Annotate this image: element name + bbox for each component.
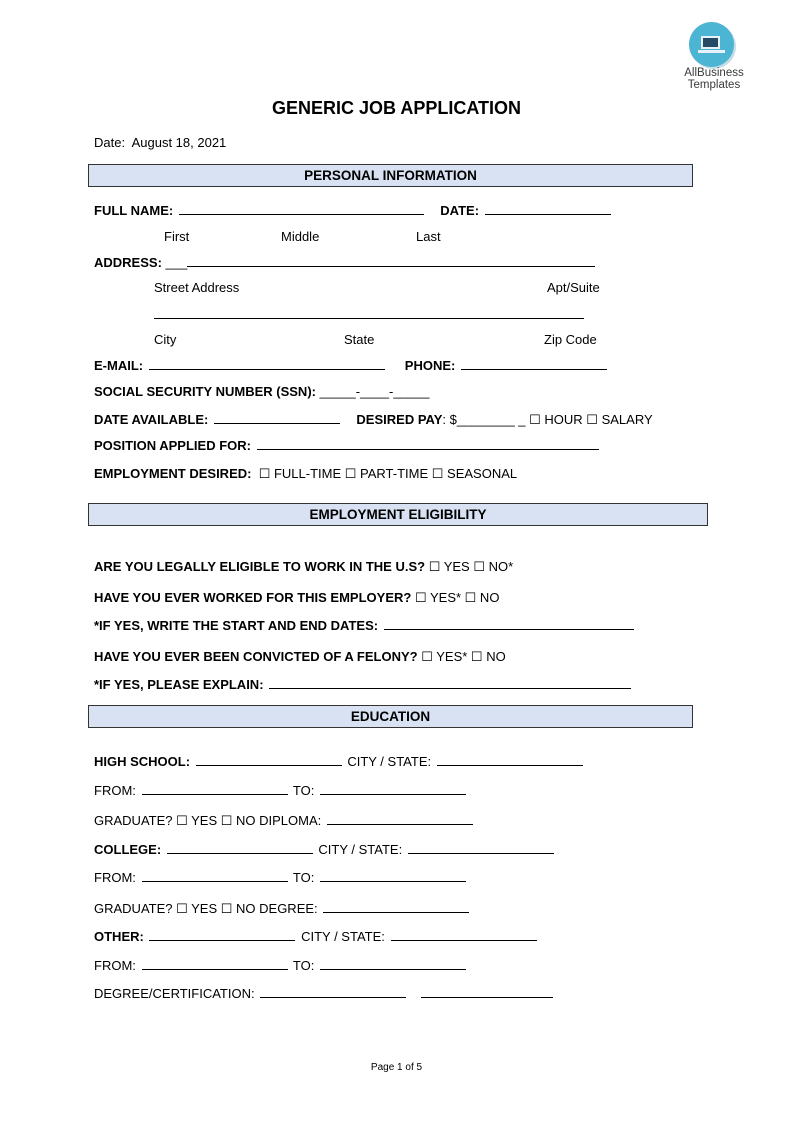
brand-logo bbox=[689, 22, 734, 67]
email-row: E-MAIL: PHONE: bbox=[94, 358, 609, 373]
other-from-field[interactable] bbox=[142, 958, 288, 970]
degree-certification-field[interactable] bbox=[260, 986, 406, 998]
apt-suite-label: Apt/Suite bbox=[547, 280, 600, 295]
desired-pay-field[interactable]: : $________ _ ☐ HOUR ☐ SALARY bbox=[442, 412, 653, 427]
other-city-state-field[interactable] bbox=[391, 929, 537, 941]
address-row: ADDRESS: ___ bbox=[94, 255, 597, 270]
high-school-graduate-row bbox=[94, 813, 475, 829]
high-school-dates-row: FROM: TO: bbox=[94, 783, 468, 798]
page-number: Page 1 of 5 bbox=[370, 1062, 423, 1073]
worked-before-options[interactable]: ☐ YES* ☐ NO bbox=[414, 590, 500, 605]
brand-name: AllBusiness Templates bbox=[684, 67, 744, 91]
middle-label: Middle bbox=[281, 229, 320, 244]
other-to-field[interactable] bbox=[320, 958, 466, 970]
zip-code-label: Zip Code bbox=[544, 332, 597, 347]
college-graduate-options[interactable]: GRADUATE? ☐ YES ☐ NO DEGREE: bbox=[94, 901, 318, 916]
eligibility-q3-follow: *IF YES, PLEASE EXPLAIN: bbox=[94, 677, 633, 692]
high-school-row: HIGH SCHOOL: CITY / STATE: bbox=[94, 754, 585, 769]
college-row: COLLEGE: CITY / STATE: bbox=[94, 842, 556, 857]
degree-certification-field-2[interactable] bbox=[421, 986, 553, 998]
full-name-row: FULL NAME: DATE: bbox=[94, 203, 613, 218]
ssn-field[interactable]: _____-____-_____ bbox=[319, 384, 430, 399]
date-value: August 18, 2021 bbox=[131, 135, 227, 150]
college-dates-row: FROM: TO: bbox=[94, 870, 468, 885]
high-school-field[interactable] bbox=[196, 754, 342, 766]
ssn-row: SOCIAL SECURITY NUMBER (SSN): _____-____-_____ bbox=[94, 384, 430, 399]
city-label: City bbox=[154, 332, 177, 347]
eligible-options[interactable]: ☐ YES ☐ NO* bbox=[428, 559, 514, 574]
section-eligibility-header: EMPLOYMENT ELIGIBILITY bbox=[88, 503, 708, 526]
position-row: POSITION APPLIED FOR: bbox=[94, 438, 601, 453]
page-title: GENERIC JOB APPLICATION bbox=[271, 98, 522, 118]
email-field[interactable] bbox=[149, 358, 385, 370]
employment-desired-row: EMPLOYMENT DESIRED: ☐ FULL-TIME ☐ PART-TIME ☐ SEASONAL bbox=[94, 466, 518, 481]
high-school-from-field[interactable] bbox=[142, 783, 288, 795]
eligibility-q1: ARE YOU LEGALLY ELIGIBLE TO WORK IN THE U.S? ☐ YES ☐ NO* bbox=[94, 559, 514, 574]
start-end-dates-field[interactable] bbox=[384, 618, 634, 630]
felony-explain-field[interactable] bbox=[269, 677, 631, 689]
laptop-icon bbox=[701, 36, 720, 49]
eligibility-q2-follow: *IF YES, WRITE THE START AND END DATES: bbox=[94, 618, 636, 633]
high-school-graduate-options[interactable]: GRADUATE? ☐ YES ☐ NO DIPLOMA: bbox=[94, 813, 322, 828]
date-available-field[interactable] bbox=[214, 412, 340, 424]
street-address-label: Street Address bbox=[154, 280, 240, 295]
college-to-field[interactable] bbox=[320, 870, 466, 882]
felony-options[interactable]: ☐ YES* ☐ NO bbox=[421, 649, 506, 664]
degree-field[interactable] bbox=[323, 901, 469, 913]
city-state-zip-field[interactable] bbox=[154, 307, 584, 319]
diploma-field[interactable] bbox=[327, 813, 473, 825]
street-address-field[interactable] bbox=[187, 255, 595, 267]
phone-field[interactable] bbox=[461, 358, 607, 370]
eligibility-q2: HAVE YOU EVER WORKED FOR THIS EMPLOYER? ☐ YES* ☐ NO bbox=[94, 590, 500, 605]
other-field[interactable] bbox=[149, 929, 295, 941]
college-city-state-field[interactable] bbox=[408, 842, 554, 854]
last-label: Last bbox=[416, 229, 441, 244]
position-field[interactable] bbox=[257, 438, 599, 450]
high-school-city-state-field[interactable] bbox=[437, 754, 583, 766]
section-education-header: EDUCATION bbox=[88, 705, 693, 728]
employment-type-options[interactable]: ☐ FULL-TIME ☐ PART-TIME ☐ SEASONAL bbox=[258, 466, 518, 481]
college-field[interactable] bbox=[167, 842, 313, 854]
date-field[interactable] bbox=[485, 203, 611, 215]
other-row: OTHER: CITY / STATE: bbox=[94, 929, 539, 944]
section-personal-header: PERSONAL INFORMATION bbox=[88, 164, 693, 187]
college-graduate-row bbox=[94, 901, 471, 917]
state-label: State bbox=[344, 332, 375, 347]
eligibility-q3: HAVE YOU EVER BEEN CONVICTED OF A FELONY? ☐ YES* ☐ NO bbox=[94, 649, 506, 664]
other-dates-row: FROM: TO: bbox=[94, 958, 468, 973]
full-name-field[interactable] bbox=[179, 203, 424, 215]
first-label: First bbox=[164, 229, 190, 244]
high-school-to-field[interactable] bbox=[320, 783, 466, 795]
date-row: Date: August 18, 2021 bbox=[94, 135, 227, 150]
degree-certification-row: DEGREE/CERTIFICATION: bbox=[94, 986, 555, 1001]
college-from-field[interactable] bbox=[142, 870, 288, 882]
availability-row: DATE AVAILABLE: DESIRED PAY: $________ _ ☐ HOUR ☐ SALARY bbox=[94, 412, 653, 427]
